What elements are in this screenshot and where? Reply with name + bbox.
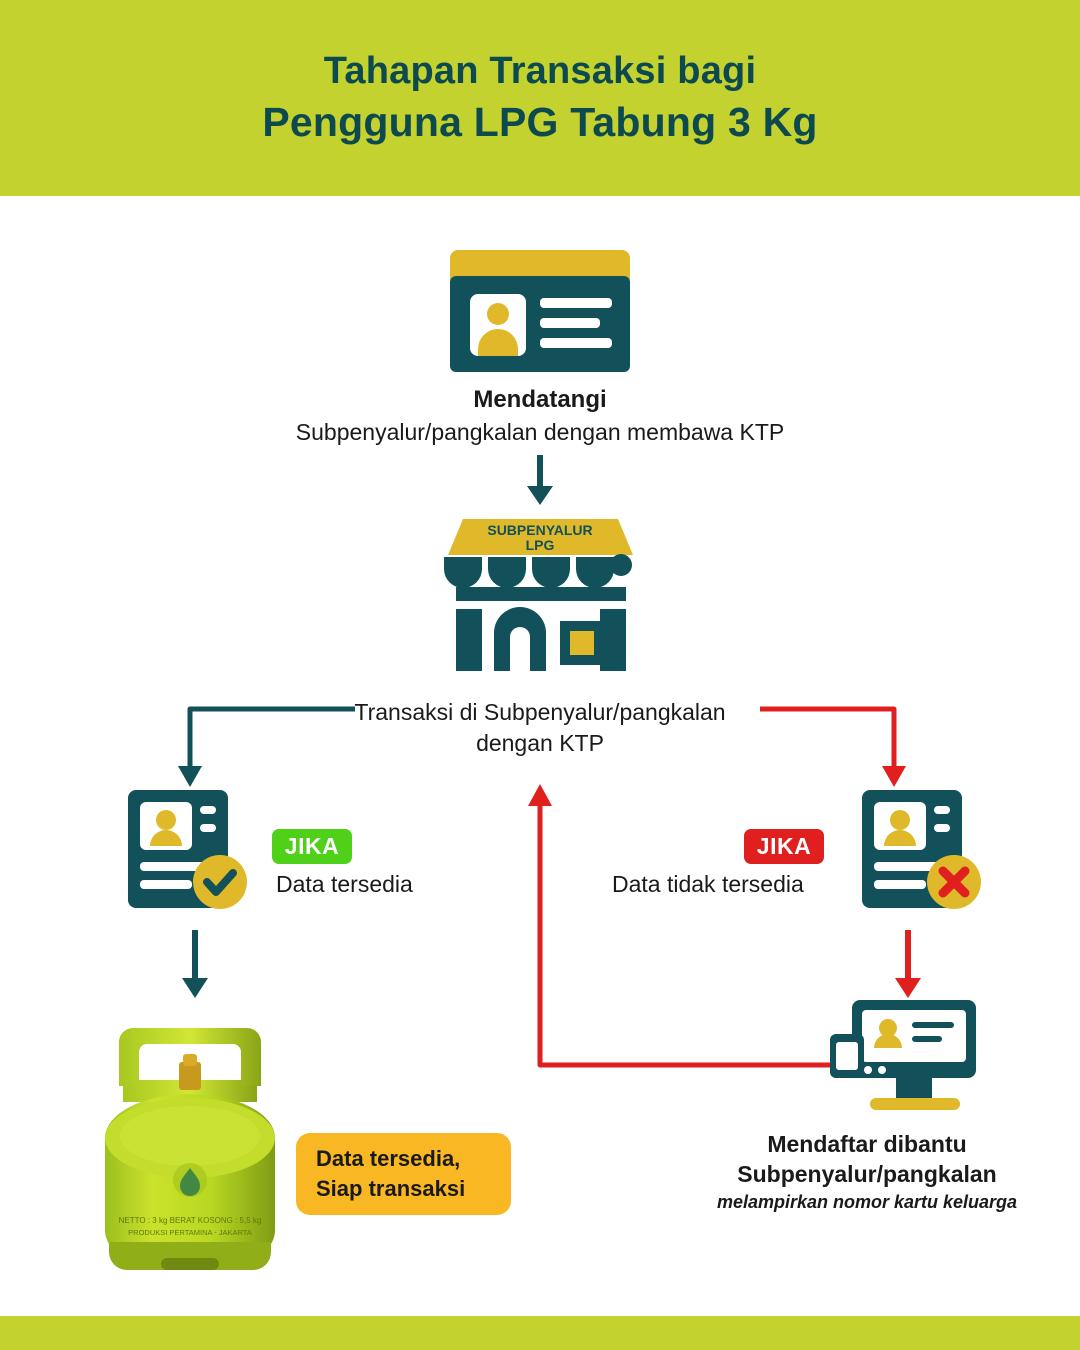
step-3-line-2: dengan KTP [476, 730, 604, 757]
cylinder-netto-text: NETTO : 3 kg BERAT KOSONG : 5,5 kg [118, 1216, 262, 1225]
footer-strip [0, 1316, 1080, 1350]
page-header [0, 0, 1080, 196]
monitor-registration-icon [830, 1000, 980, 1122]
result-note: melampirkan nomor kartu keluarga [716, 1191, 1018, 1212]
document-check-icon [128, 790, 263, 920]
branch-left-label: Data tersedia [276, 871, 413, 897]
result-line-2: Subpenyalur/pangkalan [737, 1160, 997, 1187]
branch-right-label: Data tidak tersedia [612, 871, 804, 897]
id-card-icon [450, 250, 630, 372]
arrow-down-icon [172, 930, 218, 1000]
lpg-cylinder-icon [75, 1010, 305, 1275]
badge-jika-left: JIKA [272, 829, 352, 864]
store-sign-line-1: SUBPENYALUR [487, 522, 593, 538]
id-card-text-line [540, 298, 612, 308]
id-card-text-line [540, 338, 612, 348]
step-1-title: Mendatangi [473, 386, 607, 413]
avatar-body [478, 329, 518, 356]
result-tag-line-2: Siap transaksi [316, 1176, 466, 1201]
result-line-1: Mendaftar dibantu [767, 1131, 967, 1157]
result-caption-right [672, 1130, 1062, 1213]
cylinder-producer-text: PRODUKSI PERTAMINA - JAKARTA [128, 1228, 252, 1237]
header-title-line-2: Pengguna LPG Tabung 3 Kg [262, 99, 818, 146]
arrow-down-icon [517, 455, 563, 507]
step-1-caption [0, 385, 1080, 448]
step-1-subtitle: Subpenyalur/pangkalan dengan membawa KTP [295, 419, 785, 445]
result-tag-line-1: Data tersedia, [316, 1146, 461, 1172]
step-3-line-1: Transaksi di Subpenyalur/pangkalan [354, 699, 726, 725]
store-icon [438, 513, 643, 673]
header-title-line-1: Tahapan Transaksi bagi [323, 50, 757, 93]
store-sign-line-2: LPG [525, 537, 555, 553]
badge-jika-right: JIKA [744, 829, 824, 864]
id-card-photo [470, 294, 526, 356]
avatar-head [487, 303, 509, 325]
result-tag-left [296, 1133, 511, 1215]
id-card-text-line [540, 318, 600, 328]
